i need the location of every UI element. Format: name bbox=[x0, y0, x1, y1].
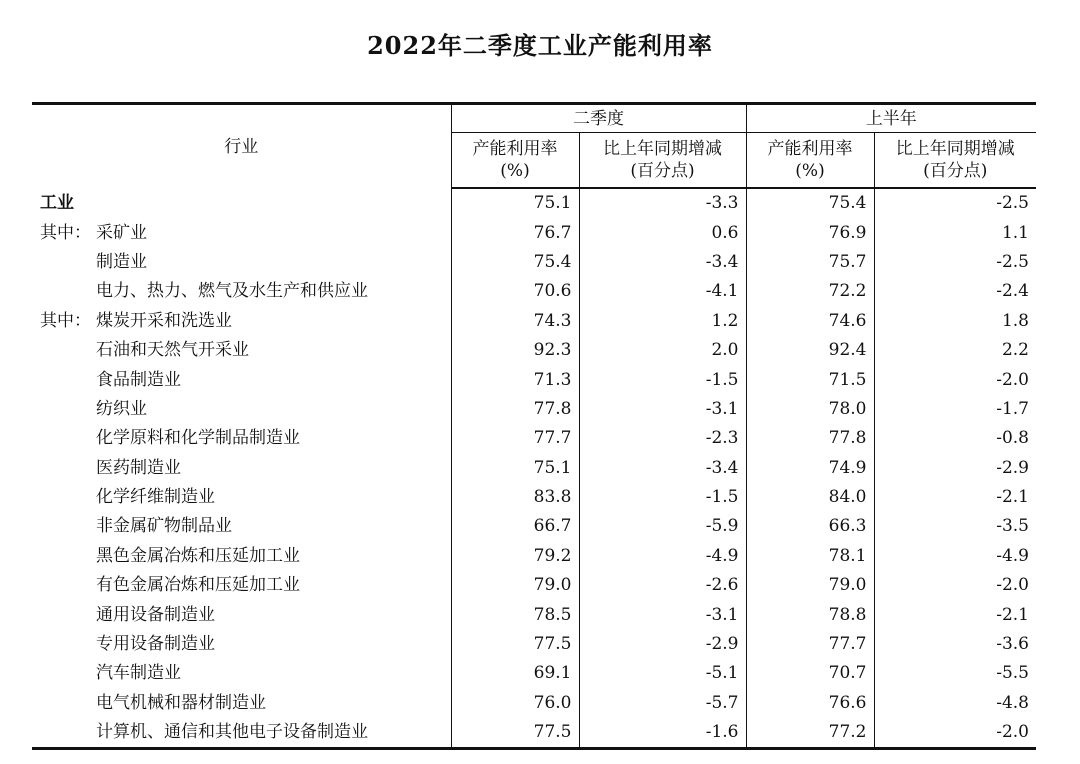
industry-cell bbox=[32, 336, 451, 365]
q2-rate-cell: 77.5 bbox=[451, 630, 579, 659]
q2-change-cell: 2.0 bbox=[579, 336, 746, 365]
h1-rate-cell: 78.1 bbox=[746, 542, 874, 571]
q2-change-cell: -2.6 bbox=[579, 571, 746, 600]
q2-change-cell: -3.1 bbox=[579, 395, 746, 424]
q2-rate-cell: 75.1 bbox=[451, 454, 579, 483]
h1-rate-cell: 77.8 bbox=[746, 424, 874, 453]
q2-rate-cell: 78.5 bbox=[451, 600, 579, 629]
q2-rate-cell: 76.0 bbox=[451, 689, 579, 718]
industry-column-header: 行业 bbox=[32, 104, 451, 189]
industry-name: 医药制造业 bbox=[96, 457, 181, 478]
industry-name: 纺织业 bbox=[96, 398, 147, 419]
h1-change-header bbox=[874, 133, 1036, 189]
industry-cell bbox=[32, 689, 451, 718]
q2-rate-cell: 71.3 bbox=[451, 365, 579, 394]
industry-prefix: 其中： bbox=[40, 222, 91, 243]
table-row bbox=[32, 512, 1036, 541]
industry-name: 汽车制造业 bbox=[96, 663, 181, 684]
industry-name: 电力、热力、燃气及水生产和供应业 bbox=[96, 281, 368, 302]
h1-change-cell: 1.8 bbox=[1001, 310, 1029, 331]
industry-name: 化学纤维制造业 bbox=[96, 487, 215, 508]
industry-name: 煤炭开采和洗选业 bbox=[96, 310, 232, 331]
h1-change-cell: -4.9 bbox=[996, 545, 1029, 566]
h1-rate-cell: 76.6 bbox=[746, 689, 874, 718]
table-header bbox=[32, 104, 1036, 189]
table-row bbox=[32, 277, 1036, 306]
q2-change-cell: 1.2 bbox=[579, 307, 746, 336]
h1-change-cell: -2.0 bbox=[996, 369, 1029, 390]
table-row bbox=[32, 659, 1036, 688]
q2-rate-cell: 79.2 bbox=[451, 542, 579, 571]
q2-rate-cell: 77.5 bbox=[451, 718, 579, 749]
industry-cell bbox=[32, 571, 451, 600]
h1-change-cell: -2.5 bbox=[996, 193, 1029, 214]
table-body bbox=[32, 188, 1036, 749]
industry-name: 专用设备制造业 bbox=[96, 634, 215, 655]
h1-rate-cell: 76.9 bbox=[746, 218, 874, 247]
industry-cell bbox=[32, 630, 451, 659]
industry-name: 采矿业 bbox=[96, 222, 147, 243]
table-row bbox=[32, 188, 1036, 218]
industry-cell bbox=[32, 248, 451, 277]
h1-change-cell: -2.1 bbox=[996, 604, 1029, 625]
q2-change-cell: -5.7 bbox=[579, 689, 746, 718]
q2-change-cell: -4.1 bbox=[579, 277, 746, 306]
q2-change-cell: 0.6 bbox=[579, 218, 746, 247]
table-row bbox=[32, 336, 1036, 365]
industry-cell bbox=[32, 395, 451, 424]
change-header-line2: (百分点) bbox=[630, 161, 695, 181]
table-row bbox=[32, 424, 1036, 453]
q2-rate-cell: 69.1 bbox=[451, 659, 579, 688]
q2-change-cell: -3.4 bbox=[579, 454, 746, 483]
industry-cell bbox=[32, 512, 451, 541]
q2-rate-cell: 74.3 bbox=[451, 307, 579, 336]
industry-name: 石油和天然气开采业 bbox=[96, 340, 249, 361]
h1-group-header: 上半年 bbox=[746, 104, 1036, 133]
h1-rate-cell: 77.7 bbox=[746, 630, 874, 659]
industry-name: 非金属矿物制品业 bbox=[96, 516, 232, 537]
h1-change-cell: -2.9 bbox=[996, 457, 1029, 478]
q2-rate-cell: 76.7 bbox=[451, 218, 579, 247]
table-row bbox=[32, 718, 1036, 749]
industry-name: 食品制造业 bbox=[96, 369, 181, 390]
industry-name: 制造业 bbox=[96, 251, 147, 272]
h1-rate-cell: 79.0 bbox=[746, 571, 874, 600]
capacity-utilization-table bbox=[32, 102, 1036, 750]
q2-change-cell: -1.6 bbox=[579, 718, 746, 749]
industry-cell bbox=[32, 277, 451, 306]
table-row bbox=[32, 454, 1036, 483]
q2-change-cell: -3.3 bbox=[579, 188, 746, 218]
h1-change-cell: -1.7 bbox=[996, 398, 1029, 419]
q2-rate-header bbox=[451, 133, 579, 189]
industry-name: 有色金属冶炼和压延加工业 bbox=[96, 575, 300, 596]
industry-name: 电气机械和器材制造业 bbox=[96, 692, 266, 713]
change-header-line1: 比上年同期增减 bbox=[603, 139, 722, 159]
industry-name: 工业 bbox=[40, 192, 74, 213]
page-title: 2022年二季度工业产能利用率 bbox=[367, 31, 713, 60]
h1-rate-cell: 75.4 bbox=[746, 188, 874, 218]
q2-rate-cell: 75.1 bbox=[451, 188, 579, 218]
q2-change-cell: -5.1 bbox=[579, 659, 746, 688]
h1-rate-cell: 84.0 bbox=[746, 483, 874, 512]
q2-rate-cell: 77.8 bbox=[451, 395, 579, 424]
q2-rate-cell: 70.6 bbox=[451, 277, 579, 306]
industry-name: 化学原料和化学制品制造业 bbox=[96, 428, 300, 449]
table-row bbox=[32, 483, 1036, 512]
q2-rate-cell: 79.0 bbox=[451, 571, 579, 600]
h1-change-cell: -2.1 bbox=[996, 487, 1029, 508]
h1-rate-cell: 66.3 bbox=[746, 512, 874, 541]
q2-change-cell: -3.4 bbox=[579, 248, 746, 277]
h1-change-cell: -2.0 bbox=[874, 718, 1036, 749]
table-row bbox=[32, 571, 1036, 600]
h1-rate-header bbox=[746, 133, 874, 189]
industry-cell bbox=[32, 718, 451, 749]
industry-cell bbox=[32, 218, 451, 247]
q2-rate-cell: 66.7 bbox=[451, 512, 579, 541]
h1-change-cell: -2.5 bbox=[996, 251, 1029, 272]
q2-rate-cell: 92.3 bbox=[451, 336, 579, 365]
rate-header-line1: 产能利用率 bbox=[472, 139, 558, 159]
q2-rate-cell: 75.4 bbox=[451, 248, 579, 277]
q2-change-cell: -1.5 bbox=[579, 365, 746, 394]
q2-change-cell: -2.3 bbox=[579, 424, 746, 453]
table-row bbox=[32, 395, 1036, 424]
table-row bbox=[32, 218, 1036, 247]
change-header-line1: 比上年同期增减 bbox=[895, 139, 1015, 159]
industry-name: 通用设备制造业 bbox=[96, 604, 215, 625]
h1-rate-cell: 72.2 bbox=[746, 277, 874, 306]
h1-change-cell: -0.8 bbox=[996, 428, 1029, 449]
industry-cell bbox=[32, 365, 451, 394]
industry-cell bbox=[32, 659, 451, 688]
h1-change-cell: -5.5 bbox=[996, 663, 1029, 684]
h1-change-cell: 2.2 bbox=[1001, 340, 1029, 361]
q2-change-cell: -5.9 bbox=[579, 512, 746, 541]
industry-name: 计算机、通信和其他电子设备制造业 bbox=[96, 722, 368, 743]
table-row bbox=[32, 248, 1036, 277]
table-row bbox=[32, 542, 1036, 571]
industry-name: 黑色金属冶炼和压延加工业 bbox=[96, 545, 300, 566]
h1-rate-cell: 74.9 bbox=[746, 454, 874, 483]
industry-cell bbox=[32, 454, 451, 483]
h1-rate-cell: 71.5 bbox=[746, 365, 874, 394]
q2-rate-cell: 83.8 bbox=[451, 483, 579, 512]
industry-cell bbox=[32, 188, 451, 218]
q2-change-header bbox=[579, 133, 746, 189]
industry-prefix: 其中： bbox=[40, 310, 91, 331]
h1-change-cell: 1.1 bbox=[1001, 222, 1029, 243]
h1-rate-cell: 70.7 bbox=[746, 659, 874, 688]
industry-cell bbox=[32, 542, 451, 571]
change-header-line2: (百分点) bbox=[923, 161, 988, 181]
h1-change-cell: -3.5 bbox=[996, 516, 1029, 537]
h1-change-cell: -3.6 bbox=[996, 634, 1029, 655]
h1-rate-cell: 74.6 bbox=[746, 307, 874, 336]
rate-header-line1: 产能利用率 bbox=[767, 139, 853, 159]
table-row bbox=[32, 365, 1036, 394]
rate-header-line2: (%) bbox=[500, 161, 530, 181]
q2-group-header: 二季度 bbox=[451, 104, 746, 133]
rate-header-line2: (%) bbox=[795, 161, 825, 181]
q2-change-cell: -2.9 bbox=[579, 630, 746, 659]
industry-cell bbox=[32, 307, 451, 336]
q2-change-cell: -4.9 bbox=[579, 542, 746, 571]
h1-rate-cell: 78.8 bbox=[746, 600, 874, 629]
table-row bbox=[32, 600, 1036, 629]
table-row bbox=[32, 630, 1036, 659]
q2-rate-cell: 77.7 bbox=[451, 424, 579, 453]
h1-rate-cell: 77.2 bbox=[746, 718, 874, 749]
industry-cell bbox=[32, 483, 451, 512]
h1-rate-cell: 75.7 bbox=[746, 248, 874, 277]
industry-cell bbox=[32, 600, 451, 629]
h1-rate-cell: 92.4 bbox=[746, 336, 874, 365]
h1-change-cell: -2.0 bbox=[996, 575, 1029, 596]
h1-change-cell: -4.8 bbox=[996, 692, 1029, 713]
h1-rate-cell: 78.0 bbox=[746, 395, 874, 424]
q2-change-cell: -1.5 bbox=[579, 483, 746, 512]
table-row bbox=[32, 689, 1036, 718]
industry-cell bbox=[32, 424, 451, 453]
table-row bbox=[32, 307, 1036, 336]
h1-change-cell: -2.4 bbox=[996, 281, 1029, 302]
q2-change-cell: -3.1 bbox=[579, 600, 746, 629]
